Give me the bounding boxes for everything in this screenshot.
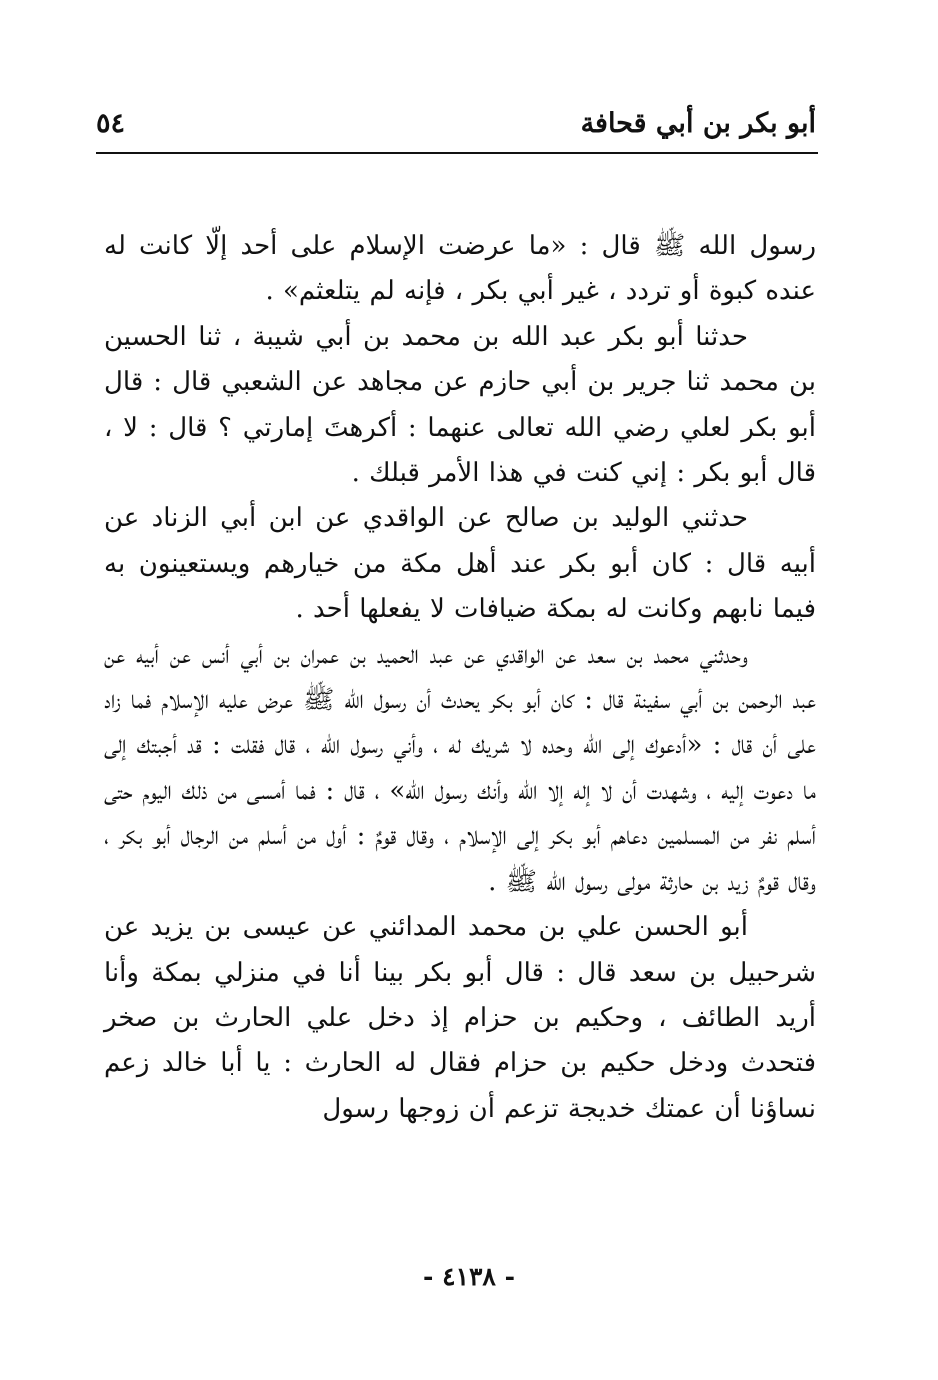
header-page-number: ٥٤ bbox=[96, 108, 126, 139]
paragraph: أبو الحسن علي بن محمد المدائني عن عيسى بن يزيد عن شرحبيل بن سعد قال : قال أبو بكر بينا أنا في منزلي بمكة وأنا أريد الطائف ، وحكيم بن حزام إذ دخل علي الحارث بن صخر فتحدث ودخل حكيم بن حزام فقال له الحارث : يا أبا خالد زعم نساؤنا أن عمتك خديجة تزعم أن زوجها رسول bbox=[104, 912, 816, 1124]
body-text bbox=[104, 224, 816, 1132]
running-header bbox=[96, 102, 816, 150]
footer-page-number: - ٤١٣٨ - bbox=[423, 1262, 515, 1291]
paragraph: حدثنا أبو بكر عبد الله بن محمد بن أبي شيبة ، ثنا الحسين بن محمد ثنا جرير بن أبي حازم عن مجاهد عن الشعبي قال : قال أبو بكر لعلي رضي الله تعالى عنهما : أكرهتَ إمارتي ؟ قال : لا ، قال أبو بكر : إني كنت في هذا الأمر قبلك . bbox=[104, 321, 816, 489]
paragraph: رسول الله ﷺ قال : «ما عرضت الإسلام على أحد إلّا كانت له عنده كبوة أو تردد ، غير أبي بكر ، فإنه لم يتلعثم» . bbox=[104, 231, 816, 307]
running-header-title: أبو بكر بن أبي قحافة bbox=[580, 108, 816, 139]
header-rule bbox=[96, 152, 818, 154]
paragraph: حدثني الوليد بن صالح عن الواقدي عن ابن أبي الزناد عن أبيه قال : كان أبو بكر عند أهل مكة من خيارهم ويستعينون به فيما نابهم وكانت له بمكة ضيافات لا يفعلها أحد . bbox=[104, 503, 816, 625]
paragraph: وحدثني محمد بن سعد عن الواقدي عن عبد الحميد بن عمران بن أبي أنس عن أبيه عن عبد الرحمن بن أبي سفينة قال : كان أبو بكر يحدث أن رسول الله ﷺ عرض عليه الإسلام فما زاد على أن قال : «أدعوك إلى الله وحده لا شريك له ، وأني رسول الله ، قال فقلت : قد أجبتك إلى ما دعوت إليه ، وشهدت أن لا إله إلا الله وأنك رسول الله» ، قال : فما أمسى من ذلك اليوم حتى أسلم نفر من المسلمين دعاهم أبو بكر إلى الإسلام ، وقال قومٌ : أول من أسلم من الرجال أبو بكر ، وقال قومٌ زيد بن حارثة مولى رسول الله ﷺ . bbox=[104, 639, 816, 897]
